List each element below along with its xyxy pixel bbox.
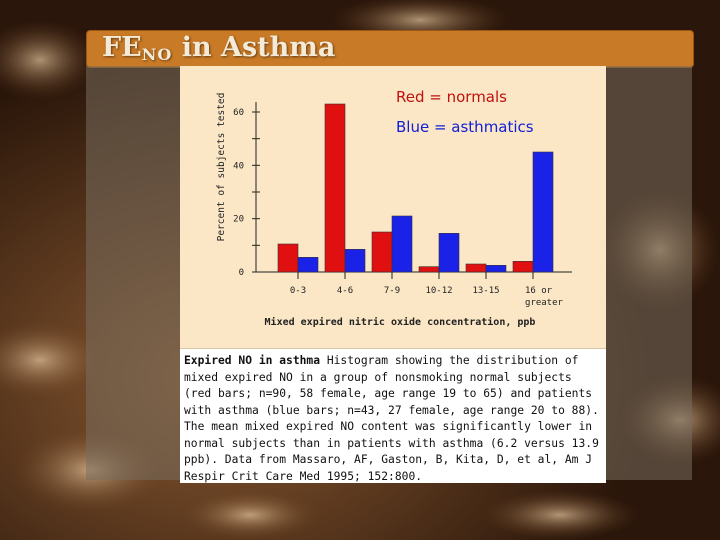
bar-asthmatics-0 <box>298 257 318 272</box>
x-tick-label: 0-3 <box>289 286 307 296</box>
title-subscript: NO <box>141 45 173 64</box>
bar-normals-3 <box>419 267 439 272</box>
x-tick-label: greater <box>525 298 563 308</box>
title-prefix: FE <box>102 32 142 63</box>
figure-panel <box>180 66 606 482</box>
title-suffix: in Asthma <box>172 32 336 63</box>
x-tick-label: 10-12 <box>425 286 453 296</box>
x-tick-label: 4-6 <box>336 286 354 296</box>
bar-asthmatics-5 <box>533 152 553 272</box>
bar-normals-1 <box>325 104 345 272</box>
x-axis-label: Mixed expired nitric oxide concentration, ppb <box>264 317 536 328</box>
slide-title <box>102 28 335 68</box>
bar-normals-0 <box>278 244 298 272</box>
caption-lead: Expired NO in asthma <box>184 354 321 367</box>
y-tick-label: 0 <box>238 268 244 278</box>
x-tick-label: 7-9 <box>383 286 401 296</box>
x-tick-label: 16 or <box>525 286 553 296</box>
caption-body: Histogram showing the distribution of mixed expired NO in a group of nonsmoking normal subjects (red bars; n=90, 58 female, age range 19 to 65) and patients with asthma (blue bars; n=43, 27 female, age range 20 to 88). The mean mixed expired NO content was significantly lower in normal subjects than in patients with asthma (6.2 versus 13.9 ppb). Data from Massaro, AF, Gaston, B, Kita, D, et al, Am J Respir Crit Care Med 1995; 152:800. <box>184 354 599 483</box>
bar-normals-5 <box>513 261 533 272</box>
x-tick-label: 13-15 <box>472 286 500 296</box>
caption-box <box>180 348 606 483</box>
bar-asthmatics-3 <box>439 233 459 272</box>
y-tick-label: 60 <box>233 108 244 118</box>
bar-asthmatics-1 <box>345 249 365 272</box>
histogram-chart <box>180 66 606 346</box>
bar-normals-4 <box>466 264 486 272</box>
bar-normals-2 <box>372 232 392 272</box>
bar-asthmatics-2 <box>392 216 412 272</box>
legend-normals: Red = normals <box>396 88 507 106</box>
legend-asthmatics: Blue = asthmatics <box>396 118 534 136</box>
y-tick-label: 20 <box>233 214 244 225</box>
bar-asthmatics-4 <box>486 265 506 272</box>
figure-caption <box>184 353 604 485</box>
y-tick-label: 40 <box>233 161 244 172</box>
y-axis-label: Percent of subjects tested <box>216 92 227 242</box>
